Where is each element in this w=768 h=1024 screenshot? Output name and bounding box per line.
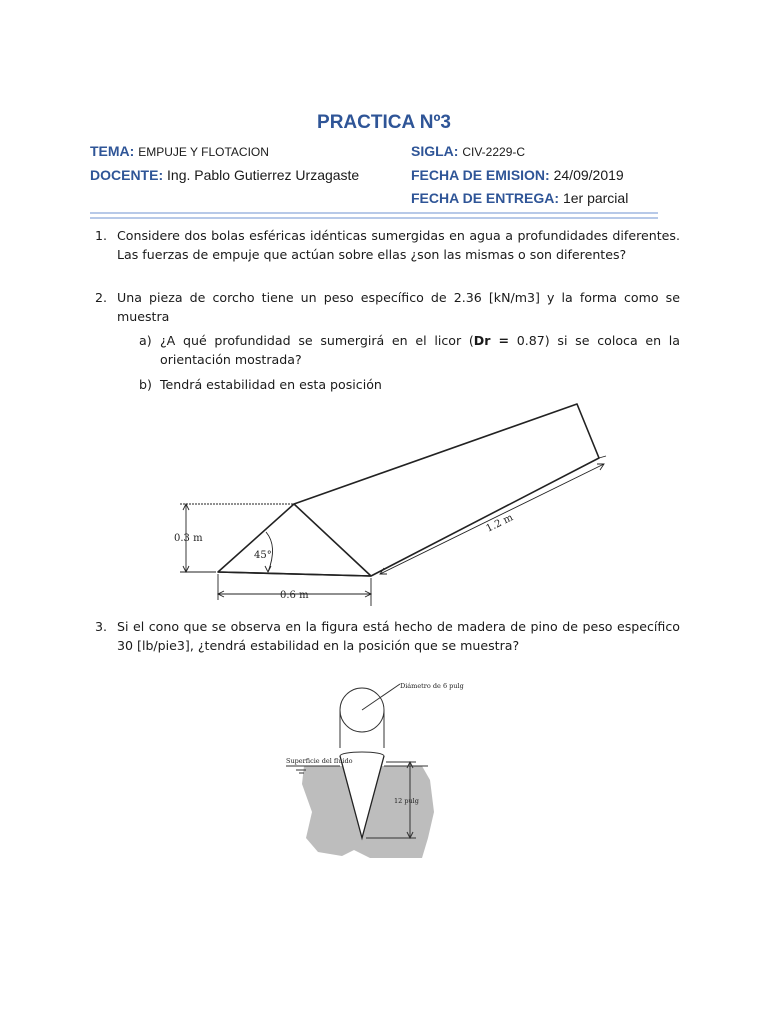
height-label: 0.3 m xyxy=(174,533,203,544)
sigla-value: CIV-2229-C xyxy=(462,145,526,159)
docente-value: Ing. Pablo Gutierrez Urzagaste xyxy=(167,167,360,183)
question-2b-text: Tendrá estabilidad en esta posición xyxy=(160,377,382,392)
tema-row: TEMA: EMPUJE Y FLOTACION xyxy=(90,143,269,159)
depth-label: 12 pulg xyxy=(394,797,419,805)
base-label: 0.6 m xyxy=(280,590,309,601)
prism-top-face xyxy=(294,404,599,576)
emision-label: FECHA DE EMISION xyxy=(411,167,546,183)
diameter-label: Diámetro de 6 pulg xyxy=(400,682,464,690)
header-divider-top xyxy=(90,212,658,214)
question-3-number: 3. xyxy=(95,619,108,634)
question-1-number: 1. xyxy=(95,228,108,243)
entrega-label: FECHA DE ENTREGA xyxy=(411,190,555,206)
tema-label: TEMA xyxy=(90,143,130,159)
question-2a-text: ¿A qué profundidad se sumergirá en el licor (Dr = 0.87) si se coloca en la orientación mostrada? xyxy=(160,333,681,367)
emision-row: FECHA DE EMISION: 24/09/2019 xyxy=(411,167,624,183)
docente-label: DOCENTE xyxy=(90,167,159,183)
question-2a-letter: a) xyxy=(139,333,152,348)
docente-row: DOCENTE: Ing. Pablo Gutierrez Urzagaste xyxy=(90,167,360,183)
tema-value: EMPUJE Y FLOTACION xyxy=(138,145,269,159)
prism-front-face xyxy=(218,504,371,576)
emision-value: 24/09/2019 xyxy=(553,167,624,183)
question-2-number: 2. xyxy=(95,290,108,305)
angle-label: 45° xyxy=(254,550,272,561)
cone-figure xyxy=(282,662,464,862)
length-label: 1.2 m xyxy=(484,512,516,535)
entrega-value: 1er parcial xyxy=(562,190,629,206)
question-2-text: Una pieza de corcho tiene un peso específico de 2.36 [kN/m3] y la forma como se muestra xyxy=(117,290,680,324)
prism-figure xyxy=(158,400,608,610)
question-3-text: Si el cono que se observa en la figura está hecho de madera de pino de peso específico 30 [lb/pie3], ¿tendrá estabilidad en la posición que se muestra? xyxy=(117,619,680,653)
header-divider-bottom xyxy=(90,217,658,219)
question-1-text: Considere dos bolas esféricas idénticas sumergidas en agua a profundidades diferentes. Las fuerzas de empuje que actúan sobre ellas ¿son las mismas o son diferentes? xyxy=(117,228,680,262)
question-2b-letter: b) xyxy=(139,377,152,392)
sigla-row: SIGLA: CIV-2229-C xyxy=(411,143,526,159)
page-title: PRACTICA Nº3 xyxy=(317,112,451,133)
sigla-label: SIGLA xyxy=(411,143,454,159)
entrega-row: FECHA DE ENTREGA: 1er parcial xyxy=(411,190,629,206)
surface-label: Superficie del fluido xyxy=(286,757,353,765)
